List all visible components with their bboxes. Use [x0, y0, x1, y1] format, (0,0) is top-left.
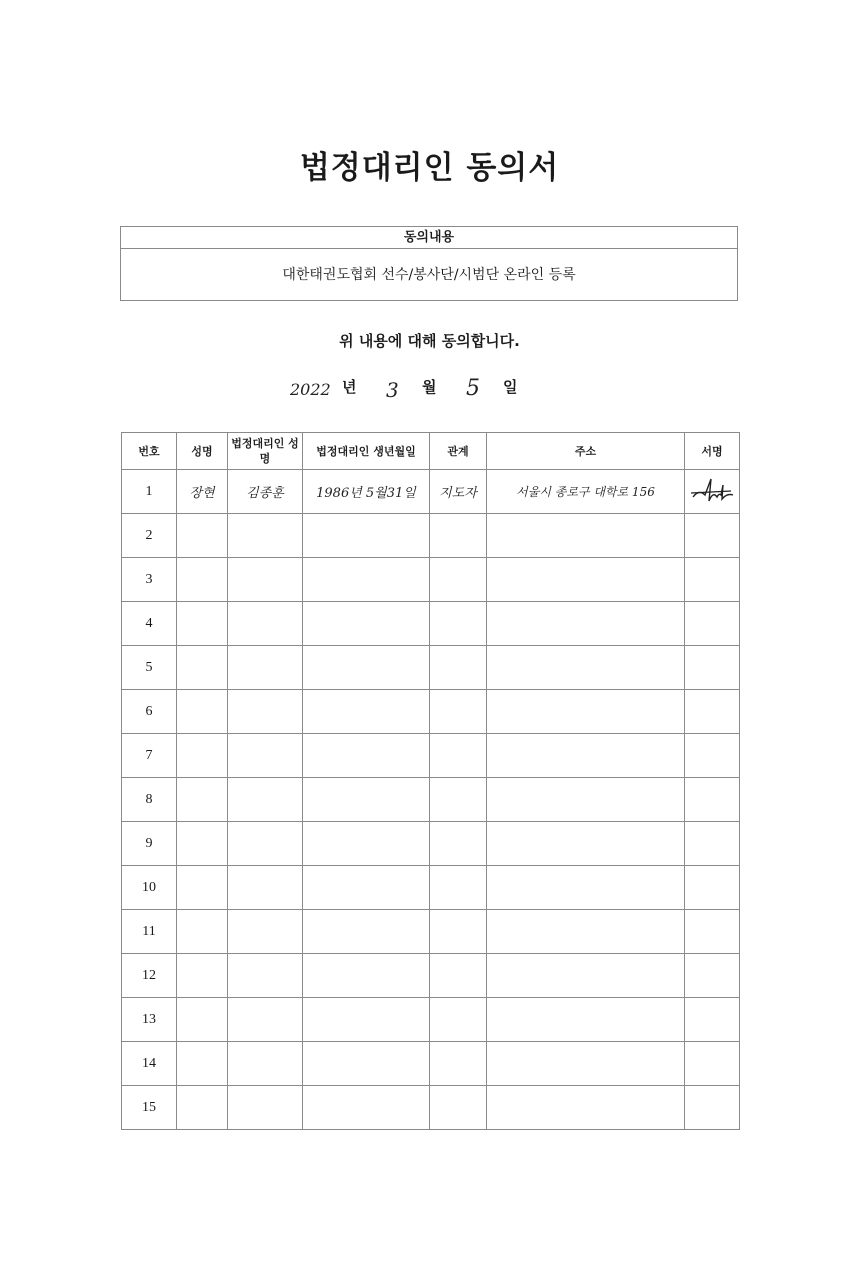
table-row: [122, 866, 740, 910]
row-number: 6: [122, 690, 177, 734]
row-relation-field[interactable]: [430, 558, 487, 602]
row-address-field[interactable]: [487, 822, 685, 866]
row-address-field[interactable]: [487, 998, 685, 1042]
row-guardian-name-field[interactable]: [228, 1086, 303, 1130]
header-signature: 서명: [685, 433, 740, 470]
row-guardian-birth-field[interactable]: [303, 690, 430, 734]
row-guardian-name-field[interactable]: [228, 910, 303, 954]
row-name-field[interactable]: 장현: [177, 470, 228, 514]
date-month-label: 월: [422, 378, 437, 396]
row-name-field[interactable]: [177, 690, 228, 734]
row-guardian-birth-field[interactable]: [303, 778, 430, 822]
row-number: 9: [122, 822, 177, 866]
row-relation-field[interactable]: [430, 1042, 487, 1086]
table-row: [122, 470, 740, 514]
row-signature-field[interactable]: [685, 602, 740, 646]
row-address-field[interactable]: 서울시 종로구 대학로 156: [487, 470, 685, 514]
row-guardian-name-field[interactable]: [228, 998, 303, 1042]
row-signature-field[interactable]: [685, 866, 740, 910]
table-row: [122, 910, 740, 954]
header-relation: 관계: [430, 433, 487, 470]
row-signature-field[interactable]: [685, 470, 740, 514]
row-number: 8: [122, 778, 177, 822]
row-guardian-birth-field[interactable]: [303, 910, 430, 954]
row-address-field[interactable]: [487, 514, 685, 558]
header-address: 주소: [487, 433, 685, 470]
date-month-value[interactable]: 3: [386, 378, 399, 402]
row-guardian-birth-field[interactable]: [303, 602, 430, 646]
row-guardian-name-field[interactable]: [228, 690, 303, 734]
row-guardian-birth-field[interactable]: [303, 998, 430, 1042]
row-guardian-birth-field[interactable]: [303, 866, 430, 910]
row-guardian-birth-field[interactable]: 1986년 5월31일: [303, 470, 430, 514]
row-name-field[interactable]: [177, 954, 228, 998]
agreement-statement: 위 내용에 대해 동의합니다.: [339, 332, 520, 350]
row-number: 1: [122, 470, 177, 514]
table-row: [122, 1086, 740, 1130]
row-guardian-name-field[interactable]: [228, 514, 303, 558]
row-name-field[interactable]: [177, 734, 228, 778]
row-signature-field[interactable]: [685, 646, 740, 690]
row-guardian-name-field[interactable]: [228, 1042, 303, 1086]
header-guardian-birth: 법정대리인 생년월일: [303, 433, 430, 470]
row-address-field[interactable]: [487, 690, 685, 734]
row-guardian-name-field[interactable]: [228, 602, 303, 646]
row-relation-field[interactable]: [430, 1086, 487, 1130]
row-relation-field[interactable]: [430, 602, 487, 646]
row-guardian-name-field[interactable]: [228, 954, 303, 998]
row-guardian-birth-field[interactable]: [303, 1042, 430, 1086]
row-signature-field[interactable]: [685, 954, 740, 998]
date-day-label: 일: [503, 378, 518, 396]
table-row: [122, 1042, 740, 1086]
row-address-field[interactable]: [487, 602, 685, 646]
table-row: [122, 514, 740, 558]
row-guardian-name-field[interactable]: [228, 866, 303, 910]
table-row: [122, 558, 740, 602]
row-name-field[interactable]: [177, 558, 228, 602]
row-guardian-birth-field[interactable]: [303, 558, 430, 602]
row-guardian-name-field[interactable]: [228, 646, 303, 690]
row-number: 11: [122, 910, 177, 954]
row-relation-field[interactable]: [430, 690, 487, 734]
row-address-field[interactable]: [487, 646, 685, 690]
row-signature-field[interactable]: [685, 1086, 740, 1130]
row-name-field[interactable]: [177, 910, 228, 954]
row-name-field[interactable]: [177, 1042, 228, 1086]
row-relation-field[interactable]: [430, 866, 487, 910]
row-name-field[interactable]: [177, 602, 228, 646]
row-number: 7: [122, 734, 177, 778]
row-name-field[interactable]: [177, 646, 228, 690]
row-relation-field[interactable]: [430, 778, 487, 822]
row-name-field[interactable]: [177, 514, 228, 558]
row-number: 2: [122, 514, 177, 558]
row-signature-field[interactable]: [685, 1042, 740, 1086]
row-guardian-name-field[interactable]: 김종훈: [228, 470, 303, 514]
consent-content: 대한태권도협회 선수/봉사단/시범단 온라인 등록: [282, 267, 576, 283]
row-number: 14: [122, 1042, 177, 1086]
row-relation-field[interactable]: [430, 514, 487, 558]
header-number: 번호: [122, 433, 177, 470]
row-signature-field[interactable]: [685, 910, 740, 954]
row-number: 15: [122, 1086, 177, 1130]
row-relation-field[interactable]: [430, 822, 487, 866]
signature-scribble: [689, 475, 735, 505]
table-row: [122, 778, 740, 822]
row-guardian-birth-field[interactable]: [303, 646, 430, 690]
row-relation-field[interactable]: [430, 734, 487, 778]
row-number: 5: [122, 646, 177, 690]
row-name-field[interactable]: [177, 1086, 228, 1130]
row-number: 10: [122, 866, 177, 910]
row-relation-field[interactable]: 지도자: [430, 470, 487, 514]
row-guardian-birth-field[interactable]: [303, 822, 430, 866]
row-guardian-name-field[interactable]: [228, 558, 303, 602]
table-row: [122, 734, 740, 778]
row-guardian-name-field[interactable]: [228, 778, 303, 822]
row-name-field[interactable]: [177, 998, 228, 1042]
row-name-field[interactable]: [177, 866, 228, 910]
row-guardian-birth-field[interactable]: [303, 734, 430, 778]
row-name-field[interactable]: [177, 822, 228, 866]
date-year-value[interactable]: 2022: [290, 380, 331, 399]
table-row: [122, 822, 740, 866]
row-relation-field[interactable]: [430, 998, 487, 1042]
table-row: [122, 602, 740, 646]
row-guardian-name-field[interactable]: [228, 822, 303, 866]
row-guardian-birth-field[interactable]: [303, 954, 430, 998]
table-header-row: [122, 433, 740, 470]
row-address-field[interactable]: [487, 910, 685, 954]
row-guardian-birth-field[interactable]: [303, 514, 430, 558]
row-relation-field[interactable]: [430, 646, 487, 690]
registration-table: [121, 432, 740, 1130]
row-name-field[interactable]: [177, 778, 228, 822]
header-name: 성명: [177, 433, 228, 470]
row-address-field[interactable]: [487, 1086, 685, 1130]
row-signature-field[interactable]: [685, 822, 740, 866]
row-address-field[interactable]: [487, 558, 685, 602]
row-number: 13: [122, 998, 177, 1042]
table-row: [122, 690, 740, 734]
date-year-label: 년: [342, 378, 357, 396]
row-address-field[interactable]: [487, 1042, 685, 1086]
date-day-value[interactable]: 5: [466, 376, 480, 401]
row-address-field[interactable]: [487, 734, 685, 778]
row-address-field[interactable]: [487, 778, 685, 822]
row-signature-field[interactable]: [685, 558, 740, 602]
header-guardian-name: 법정대리인 성명: [228, 433, 303, 470]
row-signature-field[interactable]: [685, 998, 740, 1042]
row-signature-field[interactable]: [685, 690, 740, 734]
row-number: 4: [122, 602, 177, 646]
row-number: 3: [122, 558, 177, 602]
table-row: [122, 954, 740, 998]
row-signature-field[interactable]: [685, 734, 740, 778]
row-signature-field[interactable]: [685, 514, 740, 558]
page-title: 법정대리인 동의서: [299, 150, 560, 186]
table-row: [122, 998, 740, 1042]
consent-header: 동의내용: [121, 227, 737, 249]
row-relation-field[interactable]: [430, 910, 487, 954]
row-address-field[interactable]: [487, 954, 685, 998]
row-guardian-birth-field[interactable]: [303, 1086, 430, 1130]
table-row: [122, 646, 740, 690]
row-signature-field[interactable]: [685, 778, 740, 822]
row-guardian-name-field[interactable]: [228, 734, 303, 778]
row-relation-field[interactable]: [430, 954, 487, 998]
consent-box: [120, 226, 738, 301]
row-number: 12: [122, 954, 177, 998]
row-address-field[interactable]: [487, 866, 685, 910]
